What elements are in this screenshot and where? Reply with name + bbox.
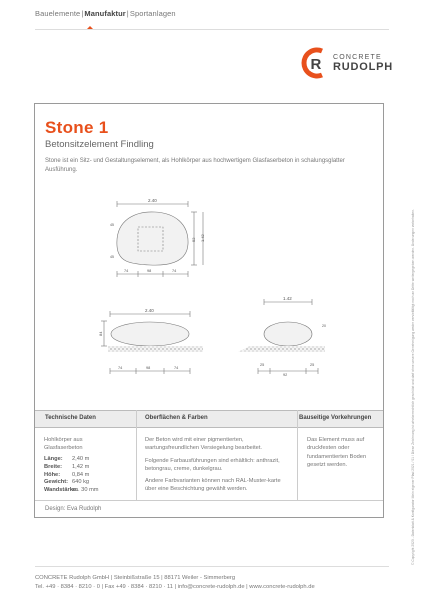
nav-separator: | [126, 9, 129, 18]
surface-text-3: Andere Farbvarianten können nach RAL-Muster-karte über eine Beschichtung gewählt werden. [145, 478, 281, 493]
nav-item-sportanlagen[interactable]: Sportanlagen [129, 9, 176, 18]
nav-item-manufaktur[interactable]: Manufaktur [84, 9, 126, 18]
spec-row-laenge [44, 456, 99, 464]
dim-inner-depth: 52 [191, 237, 196, 242]
dim-front-2: 98 [146, 366, 151, 370]
header-technische-daten: Technische Daten [45, 415, 96, 421]
surface-text-1: Der Beton wird mit einer pigmentierten, wartungsfreundlichen Versiegelung bearbeitet. [145, 437, 262, 452]
dim-front-width: 2.40 [145, 308, 154, 313]
dim-side-1: 25 [260, 363, 265, 367]
logo-mark-icon [300, 47, 328, 79]
col3-text: Das Element muss auf druckfesten oder fundamentierten Boden gesetzt werden. [307, 437, 367, 468]
dim-side-width: 1.42 [283, 296, 292, 301]
spec-row-breite [44, 464, 99, 472]
dim-side-3: 25 [310, 363, 315, 367]
spec-value: 2,40 m [72, 456, 90, 462]
logo-text-concrete: CONCRETE [333, 54, 382, 61]
footer-address: CONCRETE Rudolph GmbH | Steinbißstraße 15 | 88171 Weiler - Simmerberg [35, 575, 236, 581]
spec-key: Länge: [44, 456, 63, 462]
spec-row-wandstaerke [44, 487, 99, 495]
dim-bottom-3: 74 [172, 269, 177, 273]
logo-text-rudolph: RUDOLPH [333, 61, 393, 73]
column-divider [136, 410, 137, 500]
surface-text-2: Folgende Farbausführungen sind erhältlich: anthrazit, betongrau, creme, dunkelgrau. [145, 457, 280, 472]
col2-text [145, 436, 290, 494]
dim-side-height: 20 [322, 324, 326, 328]
dim-front-1: 74 [118, 366, 123, 370]
dim-side-depth-a: 45 [110, 223, 114, 227]
dim-bottom-1: 74 [124, 269, 129, 273]
col1-intro: Hohlkörper aus Glasfaserbeton [44, 437, 83, 452]
spec-key: Gewicht: [44, 479, 69, 486]
dim-side-2: 92 [283, 373, 288, 377]
spec-list [44, 456, 99, 495]
header-vorkehrungen: Bauseitige Vorkehrungen [299, 415, 372, 421]
product-title: Stone 1 [45, 118, 109, 137]
footer-divider [35, 566, 389, 567]
footer-contact: Tel. +49 · 8384 · 8210 · 0 | Fax +49 · 8384 · 8210 · 11 | info@concrete-rudolph.de | www.concrete-rudolph.de [35, 584, 315, 590]
dim-front-height: 84 [98, 331, 103, 336]
header-divider [35, 29, 389, 30]
spec-key: Breite: [44, 463, 63, 470]
dim-bottom-2: 98 [147, 269, 152, 273]
header-oberflaechen: Oberflächen & Farben [145, 415, 208, 421]
spec-value: 1,42 m [72, 463, 90, 470]
nav-item-bauelemente[interactable]: Bauelemente [35, 9, 81, 18]
spec-key: Wandstärke: [44, 487, 78, 494]
front-view [101, 311, 203, 374]
copyright-sidenote: © Copyright 2020 - Datenblatt & Konfigurator Mein eigener Pfad 2021 / 01 / Diese Zeichnung ist urheberrechtlich geschützt und darf ohne unsere Genehmigung weder vervielfältigt noch an Dritte weitergegeben werden. Änderungen vorbehalten. [411, 209, 415, 565]
spec-value: 640 kg [72, 479, 90, 486]
svg-text:R: R [310, 56, 322, 73]
spec-value: ca. 30 mm [72, 487, 99, 494]
nav-separator: | [81, 9, 84, 18]
company-logo [300, 47, 395, 87]
spec-row-gewicht [44, 479, 99, 487]
dim-top-width: 2.40 [148, 198, 157, 203]
product-description: Stone ist ein Sitz- und Gestaltungselement, als Hohlkörper aus hochwertigem Glasfaserbeton in schalungsglatter Ausführung. [45, 158, 345, 173]
dim-front-3: 74 [174, 366, 179, 370]
technical-drawing [90, 196, 330, 386]
top-navigation [35, 9, 176, 18]
dim-side-depth-b: 45 [110, 255, 114, 259]
table-header-row [35, 410, 383, 428]
spec-row-hoehe [44, 472, 99, 480]
design-divider [35, 500, 383, 501]
dim-top-depth: 1.42 [200, 234, 205, 242]
column-divider [297, 410, 298, 500]
design-credit: Design: Eva Rudolph [45, 506, 102, 512]
spec-value: 0,84 m [72, 471, 90, 478]
spec-key: Höhe: [44, 471, 61, 478]
product-subtitle: Betonsitzelement Findling [45, 139, 154, 150]
